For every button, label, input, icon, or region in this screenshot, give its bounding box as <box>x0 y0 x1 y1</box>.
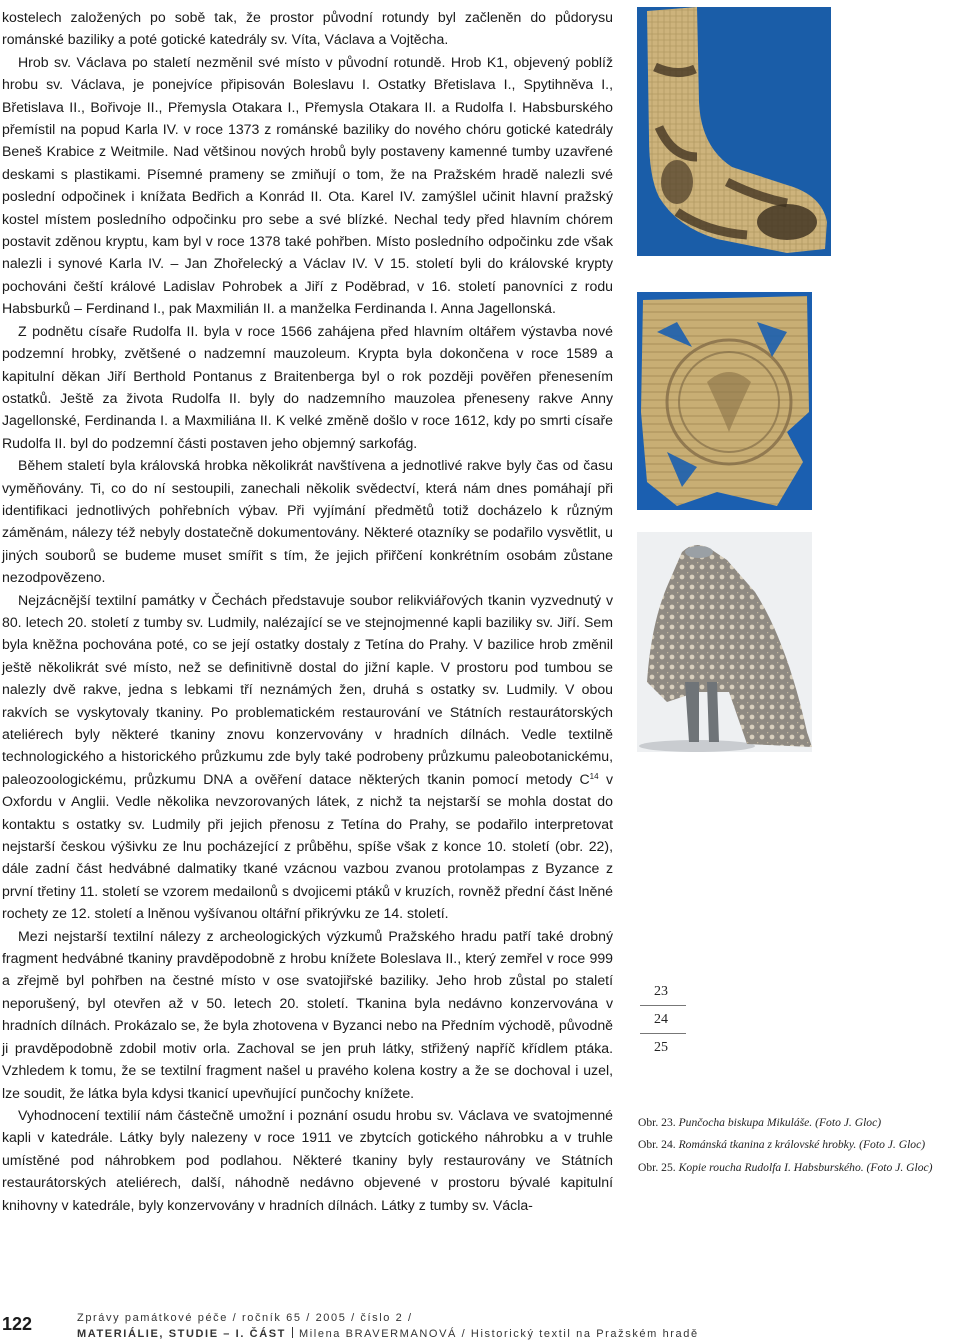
section-title: MATERIÁLIE, STUDIE – I. ČÁST <box>77 1328 286 1340</box>
figure-number-list <box>640 978 686 1061</box>
paragraph: kostelech založených po sobě tak, že prostor původní rotundy byl začleněn do půdorysu románské baziliky a poté gotické katedrály sv. Víta, Václava a Vojtěcha. <box>2 9 613 48</box>
paragraph <box>2 589 613 925</box>
caption-text: Kopie roucha Rudolfa I. Habsburského. (Foto J. Gloc) <box>678 1160 933 1174</box>
paragraph: Vyhodnocení textilií nám částečně umožní i poznání osudu hrobu sv. Václava ve svatojmenné kapli v katedrále. Látky byly nalezeny v roce 1911 ve zbytcích gotického náhrobku a v truhle umístěné pod náhrobkem pod podlahou. Některé tkaniny byly restaurovány ve Státních restaurátorských ateliérech, další, náhodně nedávno objevené v prostoru bývalé kapitulní knihovny v katedrále, byly konzervovány v hradních dílnách. Látky z tumby sv. Václa- <box>2 1106 613 1213</box>
textile-illustration <box>637 292 812 510</box>
caption-label: Obr. 24. <box>638 1138 676 1152</box>
photo-stocking <box>637 7 831 256</box>
caption-24 <box>638 1134 960 1156</box>
superscript-14: 14 <box>589 771 599 781</box>
paragraph: Během staletí byla královská hrobka několikrát navštívena a jednotlivé rakve byly čas od času vyměňovány. Ti, co do ní sestoupili, zanechali několik svědectví, která nám dnes pomáhají při identifikaci jednotlivých pohřebních výbav. Při vyjímání předmětů totiž docházelo k různým záměnám, nálezy též nebyly dostatečně dokumentovány. Některé otazníky se podařilo vysvětlit, u jiných souborů se budeme muset smířit s tím, že jejich přiřčení konkrétním osobám zůstane nezodpovězeno. <box>2 457 613 586</box>
caption-label: Obr. 25. <box>638 1160 676 1174</box>
caption-label: Obr. 23. <box>638 1116 676 1129</box>
caption-text: Punčocha biskupa Mikuláše. (Foto J. Gloc) <box>678 1116 882 1129</box>
article-info <box>77 1327 699 1340</box>
figure-number: 25 <box>654 1040 668 1055</box>
paragraph: Hrob sv. Václava po staletí nezměnil své místo v původní rotundě. Hrob K1, objevený poblíž hrobu sv. Václava, je ponejvíce připisován Boleslavu I. Ostatky Břetislava I., Spytihněva I., Břetislava II., Bořivoje II., Přemysla Otakara I., Přemysla Otakara II. a Rudolfa I. Habsburského přemístil na popud Karla IV. v roce 1373 z románské baziliky do nového chóru gotické katedrály Beneš Krabice z Weitmile. Nad většinou nových hrobů byly postaveny kamenné tumby uzavřené deskami s plastikami. Písemné prameny se zmiňují o tom, že na Pražském hradě nalezli své poslední odpočinek i knížata Bedřich a Konrád II. Ota. Karel IV. zamýšlel učinit hlavní pražský kostel místem posledního odpočinku pro sebe a své blízké. Nechal tedy před hlavním chórem postavit zděnou kryptu, kam byl v roce 1378 také pohřben. Místo posledního odpočinku zde však nalezli i synové Karla IV. – Jan Zhořelecký a Václav IV. V 15. století byli do královské krypty pochováni čeští králové Ladislav Pohrobek a Jiří z Poděbrad, v 16. století panovníci z rodu Habsburků – Ferdinand I., pak Maxmilián II. a manželka Ferdinanda I. Anna Jagellonská. <box>2 53 613 317</box>
stocking-illustration <box>637 7 831 256</box>
caption-25 <box>638 1157 960 1179</box>
journal-info: Zprávy památkové péče / ročník 65 / 2005 / číslo 2 / <box>77 1312 413 1324</box>
paragraph-text: Nejzácnější textilní památky v Čechách představuje soubor relikviářových tkanin vyzvednutý v 80. letech 20. století z tumby sv. Ludmily, nalézající se ve stejnojmenné kapli baziliky sv. Jiří. Sem byla kněžna pochována poté, co se její ostatky dostaly z Tetína do Prahy. V bazilice hrob změnil ještě několikrát své místo, než se definitivně dostal do jižní kaple. V prostoru pod tumbou se nalezly dvě rakve, jedna s lebkami tří neznámých žen, druhá s ostatky sv. Ludmily. V obou rakvích se vyskytovaly tkaniny. Po problematickém restaurování ve Státních restaurátorských ateliérech byly některé tkaniny znovu konzervovány v hradních dílnách. Vedle textilně technologického a historického průzkumu zde byly také podrobeny průzkumu paleobotanickému, paleozoologickému, průzkumu DNA a ověření datace některých tkanin pomocí metody C <box>2 591 613 787</box>
photo-romanesque-textile <box>637 292 812 510</box>
paragraph: Z podnětu císaře Rudolfa II. byla v roce 1566 zahájena před hlavním oltářem výstavba nové podzemní hrobky, zvětšené o nadzemní mauzoleum. Krypta byla dokončena v roce 1589 a kapitulní děkan Jiří Berthold Pontanus z Braitenberga byl o rok později pověřen přenesením ostatků. Ještě za života Rudolfa II. byly do nadzemního mauzolea přeneseny rakve Anny Jagellonské, Ferdinanda I. a Maxmiliána II. K velké změně došlo v roce 1612, kdy po smrti císaře Rudolfa II. byl do podzemní části postaven jeho objemný sarkofág. <box>2 322 613 451</box>
robe-illustration <box>637 532 812 752</box>
figure-number: 23 <box>640 978 686 1006</box>
page-number: 122 <box>2 1314 33 1334</box>
article-body <box>2 6 613 1216</box>
figure-number: 24 <box>640 1006 686 1034</box>
photo-robe-replica <box>637 532 812 752</box>
paragraph: Mezi nejstarší textilní nálezy z archeologických výzkumů Pražského hradu patří také drobný fragment hedvábné tkaniny pravděpodobně z hrobu knížete Boleslava II., který zemřel v roce 999 a zřejmě byl pohřben na čestné místo v ose svatojiřské baziliky. Jeho hrob zůstal po staletí neporušený, byl otevřen až v 50. letech 20. století. Tkanina byla nedávno konzervována v hradních dílnách. Prokázalo se, že byla zhotovena v Byzanci nebo na Předním východě, původně ji pravděpodobně zdobil motiv orla. Zachoval se jen pruh látky, střižený napříč křídlem ptáka. Vzhledem k tomu, že se textilní fragment našel u pravého kolena kostry a že se dochoval i uzel, lze soudit, že látka byla kdysi tkanicí upevňující punčochy knížete. <box>2 927 613 1101</box>
article-author-title: Milena BRAVERMANOVÁ / Historický textil na Pražském hradě <box>299 1328 699 1340</box>
caption-text: Románská tkanina z královské hrobky. (Foto J. Gloc) <box>678 1138 926 1152</box>
paragraph-text: v Oxfordu v Anglii. Vedle několika nevzorovaných látek, z nichž ta nejstarší se mohla dostat do kontaktu s ostatky sv. Ludmily při jejich přenosu z Tetína do Prahy, se podařilo interpretovat nejstarší českou výšivku ze lnu pocházející z průběhu, spíše však z konce 10. století (obr. 22), dále zadní část hedvábné dalmatiky tkané vzácnou vazbou zvanou protolampas z Byzance z první třetiny 11. století se vzorem medailonů s dvojicemi ptáků v kruzích, rovněž přední část lněné rochety ze 12. století a lněnou vyšívanou oltářní přikrývku ze 14. století. <box>2 770 613 922</box>
caption-23 <box>638 1112 960 1134</box>
divider <box>292 1327 293 1338</box>
figure-captions <box>638 1112 960 1179</box>
